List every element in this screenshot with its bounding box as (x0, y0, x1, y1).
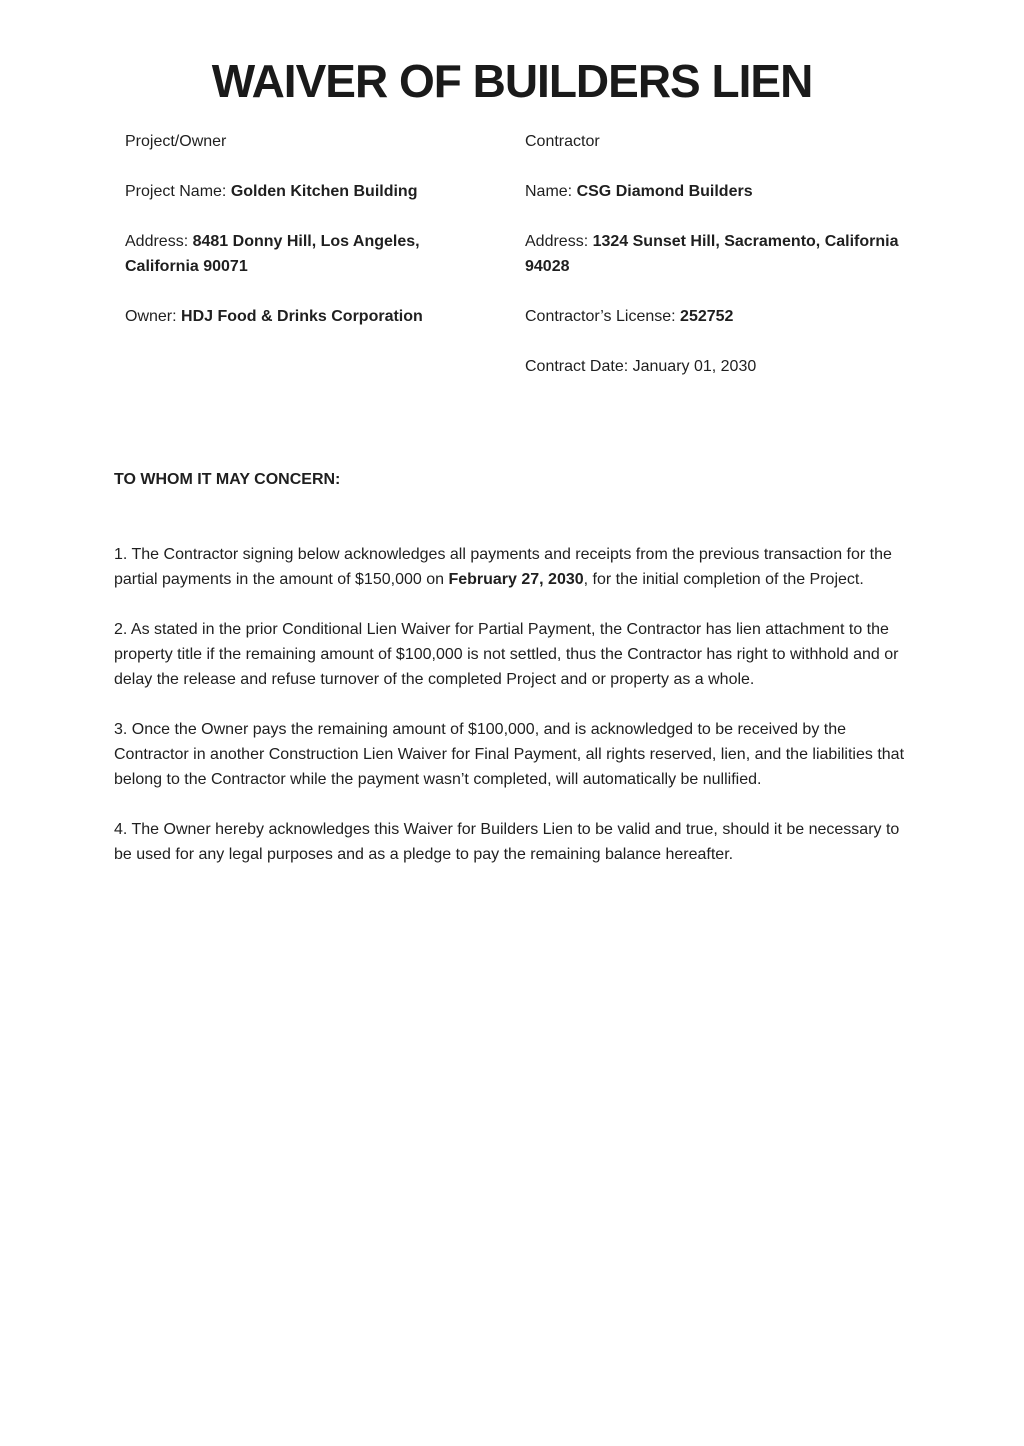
paragraph-1-end: , for the initial completion of the Project. (583, 571, 864, 588)
project-name-line (125, 179, 485, 204)
paragraph-1 (114, 542, 914, 592)
paragraph-3: 3. Once the Owner pays the remaining amount of $100,000, and is acknowledged to be received by the Contractor in another Construction Lien Waiver for Final Payment, all rights reserved, lien, and the liabilities that belong to the Contractor while the payment wasn’t completed, will automatically be nullified. (114, 721, 905, 788)
paragraph-1-start: 1. The Contractor signing below acknowledges all payments and receipts from the previous transaction for the partial payments in the amount of $150,000 on (114, 546, 892, 588)
project-name-label: Project Name: (125, 183, 231, 200)
project-owner-heading: Project/Owner (125, 133, 227, 150)
contractor-address-label: Address: (525, 233, 593, 250)
owner-line (125, 304, 485, 329)
contractor-license-line (525, 304, 905, 329)
contractor-license-label: Contractor’s License: (525, 308, 681, 325)
payment-date: February 27, 2030 (448, 571, 584, 588)
contractor-heading: Contractor (525, 133, 600, 150)
contractor-address-line (525, 229, 905, 279)
contractor-name-label: Name: (525, 183, 577, 200)
project-address-label: Address: (125, 233, 193, 250)
contractor-name-value: CSG Diamond Builders (576, 183, 753, 200)
project-name-value: Golden Kitchen Building (230, 183, 418, 200)
owner-value: HDJ Food & Drinks Corporation (181, 308, 423, 325)
contractor-address-value: 1324 Sunset Hill, Sacramento, California 94028 (525, 233, 899, 275)
document-title: WAIVER OF BUILDERS LIEN (211, 55, 813, 107)
project-address-line (125, 229, 485, 279)
contractor-section (525, 129, 905, 404)
salutation: TO WHOM IT MAY CONCERN: (114, 471, 341, 488)
paragraph-4: 4. The Owner hereby acknowledges this Waiver for Builders Lien to be valid and true, should it be necessary to be used for any legal purposes and as a pledge to pay the remaining balance hereafter. (114, 821, 900, 863)
contract-date: Contract Date: January 01, 2030 (525, 358, 757, 375)
project-address-value: 8481 Donny Hill, Los Angeles, California 90071 (125, 233, 420, 275)
contractor-license-value: 252752 (680, 308, 734, 325)
paragraph-2: 2. As stated in the prior Conditional Lien Waiver for Partial Payment, the Contractor has lien attachment to the property title if the remaining amount of $100,000 is not settled, thus the Contractor has right to withhold and or delay the release and refuse turnover of the completed Project and or property as a whole. (114, 621, 899, 688)
contractor-name-line (525, 179, 905, 204)
waiver-body (114, 467, 914, 892)
project-owner-section (125, 129, 485, 354)
owner-label: Owner: (125, 308, 182, 325)
